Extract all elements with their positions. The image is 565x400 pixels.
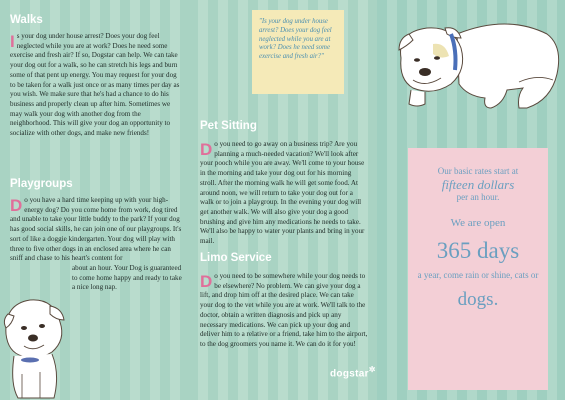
pet-sitting-section <box>200 120 368 247</box>
playgroups-dropcap: D <box>10 196 23 215</box>
logo-star-icon: ✲ <box>368 365 376 374</box>
open-line: We are open <box>450 217 506 229</box>
limo-heading: Limo Service <box>200 252 272 264</box>
rates-box <box>408 148 548 390</box>
pull-quote-text: "Is your dog under house arrest? Does your dog feel neglected while you are at work? Does he need some exercise and fresh air?" <box>259 18 332 61</box>
rates-line-1: Our basic rates start at <box>437 166 519 176</box>
walks-section <box>10 14 182 139</box>
bulldog-puppy-illustration <box>0 294 70 400</box>
rates-line-3: per an hour. <box>456 192 500 202</box>
playgroups-text-continued: about an hour. Your Dog is guaranteed to come home happy and ready to take a nice long nap. <box>72 263 182 292</box>
pet-sitting-text-block <box>200 140 368 247</box>
limo-text-block <box>200 272 368 350</box>
bulldog-illustration <box>387 4 565 120</box>
playgroups-text-block <box>10 196 182 264</box>
walks-dropcap: I <box>10 32 15 51</box>
days-open: 365 days <box>436 238 520 263</box>
walks-heading: Walks <box>10 14 43 26</box>
panel-right <box>377 0 565 400</box>
playgroups-text: o you have a hard time keeping up with your high-energy dog? Do you come home from work, dog tired and unable to take your little buddy to the park? If your dog has good social skills, he can join one of our playgroups. It's sort of like a doggie kindergarten. Your dog will play with three to five other dogs in an enclosed area where he can sniff and chase to his heart's content for <box>10 196 182 263</box>
walks-text-block <box>10 32 182 139</box>
rates-line-6: a year, come rain or shine, cats or <box>417 270 539 280</box>
logo-text: dogstar <box>330 368 369 380</box>
panel-middle <box>188 0 377 400</box>
rates-price: fifteen dollars <box>441 177 515 192</box>
playgroups-section <box>10 178 182 293</box>
playgroups-heading: Playgroups <box>10 178 73 190</box>
pull-quote-box <box>252 10 344 94</box>
pet-sitting-text: o you need to go away on a business trip? Are you planning a much-needed vacation? We'll look after your pooch while you are away. We'll come to your house in the morning and take your dog out for his morning stroll. After the morning walk he will get some food. At around noon, we will return to take your dog out for a walk or to join a playgroup. In the evening your dog will get another walk. We will also give your dog a good brushing and give him any medications he needs to take. We'll also be happy to water your plants and bring in your mail. <box>200 140 365 246</box>
dogstar-logo <box>330 365 376 379</box>
limo-text: o you need to be somewhere while your dog needs to be elsewhere? No problem. We can give your dog a lift, and drop him off at the desired place. We can take your dog to the vet while you are at work. We'll talk to the doctor, obtain a written diagnosis and pick up any necessary medications. We can pick up your dog and deliver him to a relative or a friend, take him to the airport, to the dog groomers you name it. We can do it for you! <box>200 272 368 348</box>
limo-dropcap: D <box>200 272 213 291</box>
panel-left <box>0 0 188 400</box>
limo-section <box>200 252 368 350</box>
walks-text: s your dog under house arrest? Does your dog feel neglected while you are at work? Does he need some exercise and fresh air? If so, Dogstar can help. We can take your dog out for a walk, so he can stretch his legs and burn some of that pent up energy. You may request for your dog to be taken for a walk just once or as many times per day as you wish. We make sure that he's had a chance to do his business and properly clean up after him. Sometimes we may walk your dog with another dog from the neighborhood. This will give your dog an opportunity to socialize with other dogs, and make new friends! <box>10 32 180 138</box>
pet-sitting-dropcap: D <box>200 140 213 159</box>
pet-sitting-heading: Pet Sitting <box>200 120 257 132</box>
rates-dogs: dogs. <box>457 289 499 310</box>
